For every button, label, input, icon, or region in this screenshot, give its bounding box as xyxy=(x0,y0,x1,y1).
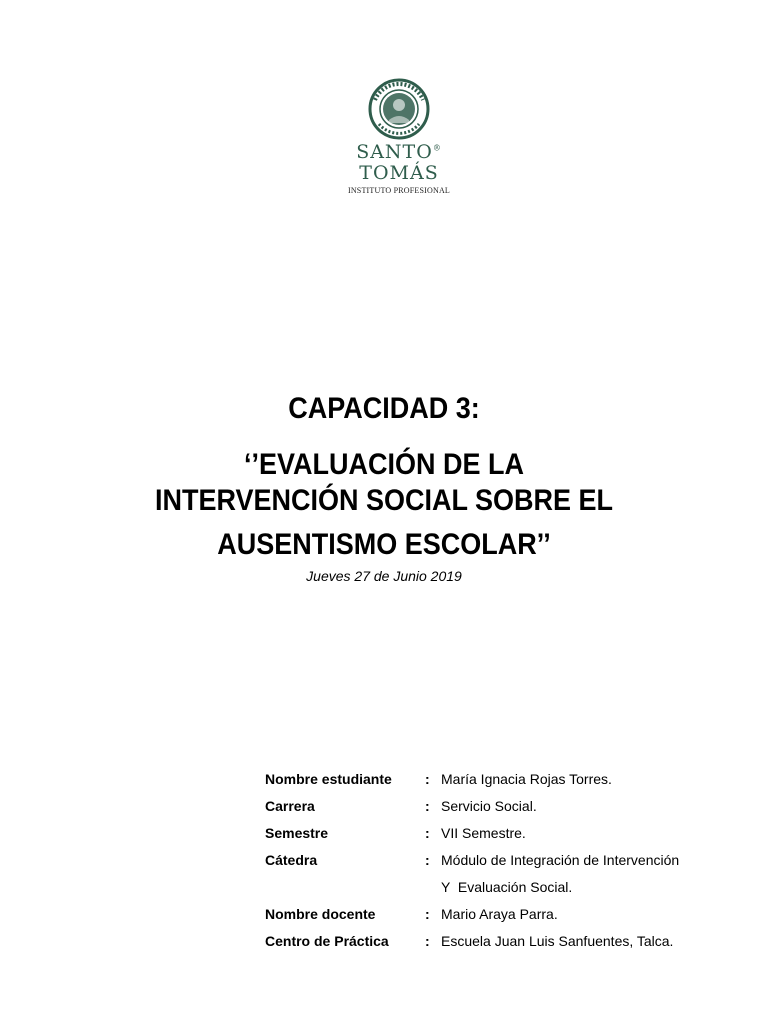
info-label: Centro de Práctica xyxy=(265,933,389,949)
student-info xyxy=(265,771,725,960)
info-value: Módulo de Integración de Intervención xyxy=(441,852,680,868)
info-colon: : xyxy=(425,933,430,949)
info-row-practice-center xyxy=(265,933,725,960)
title-line-2: ‘’EVALUACIÓN DE LA xyxy=(243,448,525,481)
document-date: Jueves 27 de Junio 2019 xyxy=(306,568,462,584)
info-colon: : xyxy=(425,798,430,814)
info-row-semester xyxy=(265,825,725,852)
info-row-student xyxy=(265,771,725,798)
title-line-1: CAPACIDAD 3: xyxy=(288,392,480,425)
info-label: Semestre xyxy=(265,825,329,841)
logo-subtitle: INSTITUTO PROFESIONAL xyxy=(347,186,451,195)
info-colon: : xyxy=(425,906,430,922)
info-label: Nombre estudiante xyxy=(265,771,392,787)
title-line-4: AUSENTISMO ESCOLAR’’ xyxy=(217,528,551,561)
logo-name-line2: TOMÁS xyxy=(359,162,439,184)
info-label: Nombre docente xyxy=(265,906,376,922)
info-value: Mario Araya Parra. xyxy=(441,906,558,922)
seal-icon xyxy=(367,78,431,140)
info-colon: : xyxy=(425,852,430,868)
institution-logo xyxy=(346,78,452,198)
info-value: Servicio Social. xyxy=(441,798,537,814)
info-row-career xyxy=(265,798,725,825)
info-label: Carrera xyxy=(265,798,315,814)
info-label: Cátedra xyxy=(265,852,318,868)
info-row-course xyxy=(265,852,725,906)
logo-name-line1: SANTO® xyxy=(356,141,442,163)
info-colon: : xyxy=(425,771,430,787)
info-value: Escuela Juan Luis Sanfuentes, Talca. xyxy=(441,933,674,949)
title-line-3: INTERVENCIÓN SOCIAL SOBRE EL xyxy=(154,484,614,517)
info-colon: : xyxy=(425,825,430,841)
info-value: VII Semestre. xyxy=(441,825,526,841)
info-value-continuation: Y Evaluación Social. xyxy=(441,879,573,895)
info-value: María Ignacia Rojas Torres. xyxy=(441,771,612,787)
info-row-teacher xyxy=(265,906,725,933)
